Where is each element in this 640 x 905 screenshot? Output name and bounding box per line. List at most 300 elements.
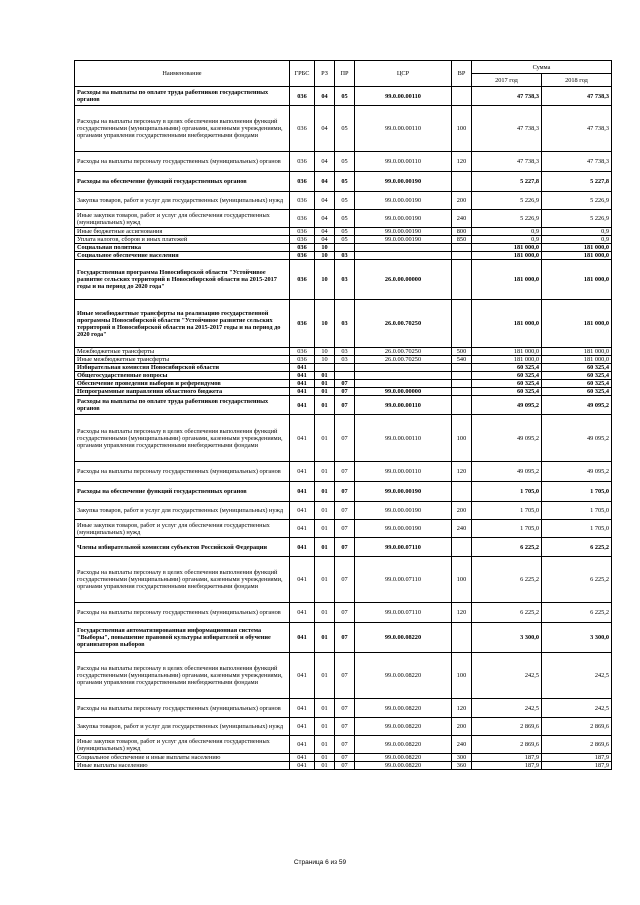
- table-row: [75, 557, 612, 603]
- cell-sum-2017: 1 705,0: [472, 482, 542, 502]
- table-row: [75, 603, 612, 623]
- cell-sum-2018: 181 000,0: [542, 244, 612, 252]
- cell-grbs: 041: [290, 718, 315, 736]
- cell-name: Расходы на выплаты персоналу государственных (муниципальных) органов: [75, 603, 290, 623]
- cell-sum-2017: 5 227,8: [472, 172, 542, 192]
- cell-pr: [335, 244, 355, 252]
- cell-sum-2017: 47 738,3: [472, 152, 542, 172]
- table-row: [75, 356, 612, 364]
- cell-sum-2018: 187,9: [542, 754, 612, 762]
- cell-rz: 01: [315, 538, 335, 557]
- cell-csr: 99.0.00.07110: [355, 603, 452, 623]
- cell-pr: 07: [335, 754, 355, 762]
- table-row: [75, 300, 612, 348]
- cell-sum-2017: 242,5: [472, 653, 542, 699]
- cell-grbs: 036: [290, 172, 315, 192]
- cell-vr: 120: [452, 699, 472, 718]
- cell-pr: 05: [335, 106, 355, 152]
- cell-rz: 01: [315, 754, 335, 762]
- header-year-2017: 2017 год: [472, 74, 542, 87]
- cell-name: Расходы на обеспечение функций государственных органов: [75, 172, 290, 192]
- table-row: [75, 538, 612, 557]
- cell-csr: 26.0.00.70250: [355, 348, 452, 356]
- cell-name: Расходы на обеспечение функций государственных органов: [75, 482, 290, 502]
- cell-csr: 26.0.00.00000: [355, 260, 452, 300]
- cell-grbs: 036: [290, 152, 315, 172]
- table-row: [75, 348, 612, 356]
- cell-sum-2018: 242,5: [542, 653, 612, 699]
- cell-grbs: 041: [290, 736, 315, 754]
- cell-pr: 05: [335, 236, 355, 244]
- table-row: [75, 736, 612, 754]
- cell-sum-2017: 0,9: [472, 236, 542, 244]
- cell-grbs: 036: [290, 260, 315, 300]
- cell-pr: 07: [335, 538, 355, 557]
- table-row: [75, 260, 612, 300]
- cell-sum-2018: 49 095,2: [542, 415, 612, 462]
- cell-rz: 04: [315, 152, 335, 172]
- table-row: [75, 754, 612, 762]
- cell-vr: 100: [452, 415, 472, 462]
- table-row: [75, 415, 612, 462]
- cell-name: Иные межбюджетные трансферты на реализацию государственной программы Новосибирской области "Устойчивое развитие сельских территорий в Новосибирской области на 2015-2017 годы и на период до 2020 года": [75, 300, 290, 348]
- table-row: [75, 396, 612, 415]
- cell-grbs: 041: [290, 538, 315, 557]
- cell-grbs: 041: [290, 754, 315, 762]
- table-row: [75, 462, 612, 482]
- cell-sum-2018: 0,9: [542, 236, 612, 244]
- cell-vr: 120: [452, 152, 472, 172]
- cell-vr: 360: [452, 762, 472, 770]
- cell-sum-2018: 181 000,0: [542, 348, 612, 356]
- header-csr: ЦСР: [355, 61, 452, 87]
- cell-vr: 200: [452, 192, 472, 210]
- cell-sum-2017: 6 225,2: [472, 557, 542, 603]
- header-rz: РЗ: [315, 61, 335, 87]
- cell-rz: 04: [315, 192, 335, 210]
- cell-sum-2018: 60 325,4: [542, 380, 612, 388]
- cell-grbs: 036: [290, 192, 315, 210]
- cell-grbs: 041: [290, 699, 315, 718]
- cell-rz: 01: [315, 736, 335, 754]
- cell-sum-2017: 3 300,0: [472, 623, 542, 653]
- cell-grbs: 036: [290, 106, 315, 152]
- cell-sum-2018: 5 226,9: [542, 192, 612, 210]
- cell-vr: 100: [452, 106, 472, 152]
- cell-name: Расходы на выплаты персоналу государственных (муниципальных) органов: [75, 152, 290, 172]
- cell-rz: 01: [315, 718, 335, 736]
- cell-pr: 07: [335, 718, 355, 736]
- cell-grbs: 041: [290, 388, 315, 396]
- cell-vr: 200: [452, 502, 472, 520]
- cell-vr: 120: [452, 603, 472, 623]
- cell-vr: [452, 172, 472, 192]
- cell-grbs: 036: [290, 356, 315, 364]
- cell-name: Избирательная комиссия Новосибирской области: [75, 364, 290, 372]
- header-pr: ПР: [335, 61, 355, 87]
- cell-grbs: 041: [290, 380, 315, 388]
- cell-pr: 05: [335, 152, 355, 172]
- cell-grbs: 041: [290, 415, 315, 462]
- cell-rz: 01: [315, 462, 335, 482]
- cell-vr: [452, 364, 472, 372]
- cell-grbs: 036: [290, 210, 315, 228]
- cell-csr: 99.0.00.00110: [355, 396, 452, 415]
- cell-name: Непрограммные направления областного бюджета: [75, 388, 290, 396]
- cell-pr: 07: [335, 699, 355, 718]
- cell-sum-2017: 181 000,0: [472, 300, 542, 348]
- cell-vr: 300: [452, 754, 472, 762]
- header-vr: ВР: [452, 61, 472, 87]
- cell-sum-2018: 1 705,0: [542, 482, 612, 502]
- cell-pr: 03: [335, 260, 355, 300]
- cell-pr: 07: [335, 623, 355, 653]
- cell-vr: [452, 244, 472, 252]
- cell-sum-2017: 242,5: [472, 699, 542, 718]
- cell-sum-2017: 1 705,0: [472, 520, 542, 538]
- cell-name: Закупка товаров, работ и услуг для государственных (муниципальных) нужд: [75, 192, 290, 210]
- cell-csr: 99.0.00.08220: [355, 762, 452, 770]
- cell-rz: 01: [315, 415, 335, 462]
- cell-sum-2017: 49 095,2: [472, 396, 542, 415]
- cell-csr: 99.0.00.00190: [355, 236, 452, 244]
- table-row: [75, 152, 612, 172]
- cell-sum-2018: 2 869,6: [542, 718, 612, 736]
- cell-sum-2018: 187,9: [542, 762, 612, 770]
- header-year-2018: 2018 год: [542, 74, 612, 87]
- table-row: [75, 236, 612, 244]
- cell-sum-2018: 181 000,0: [542, 300, 612, 348]
- cell-sum-2017: 181 000,0: [472, 244, 542, 252]
- cell-csr: 99.0.00.08220: [355, 736, 452, 754]
- cell-pr: 05: [335, 192, 355, 210]
- cell-rz: 04: [315, 210, 335, 228]
- cell-rz: [315, 364, 335, 372]
- cell-vr: 200: [452, 718, 472, 736]
- cell-name: Государственная программа Новосибирской области "Устойчивое развитие сельских территорий в Новосибирской области на 2015-2017 годы и на период до 2020 года": [75, 260, 290, 300]
- cell-csr: 99.0.00.08220: [355, 699, 452, 718]
- cell-csr: [355, 244, 452, 252]
- cell-sum-2018: 5 226,9: [542, 210, 612, 228]
- cell-pr: 07: [335, 462, 355, 482]
- cell-pr: 07: [335, 380, 355, 388]
- cell-vr: 500: [452, 348, 472, 356]
- cell-pr: 07: [335, 502, 355, 520]
- table-row: [75, 252, 612, 260]
- cell-name: Расходы на выплаты по оплате труда работников государственных органов: [75, 87, 290, 106]
- table-body: [75, 87, 612, 770]
- cell-sum-2017: 2 869,6: [472, 718, 542, 736]
- cell-sum-2017: 60 325,4: [472, 372, 542, 380]
- cell-grbs: 041: [290, 396, 315, 415]
- cell-grbs: 036: [290, 228, 315, 236]
- cell-sum-2017: 181 000,0: [472, 252, 542, 260]
- cell-rz: 01: [315, 372, 335, 380]
- cell-name: Государственная автоматизированная информационная система "Выборы", повышение правовой культуры избирателей и обучение организаторов выборов: [75, 623, 290, 653]
- cell-csr: 99.0.00.00190: [355, 172, 452, 192]
- cell-pr: 07: [335, 603, 355, 623]
- cell-csr: 99.0.00.00110: [355, 415, 452, 462]
- cell-rz: 10: [315, 260, 335, 300]
- cell-sum-2017: 49 095,2: [472, 462, 542, 482]
- cell-csr: 99.0.00.07110: [355, 557, 452, 603]
- cell-name: Иные выплаты населению: [75, 762, 290, 770]
- cell-sum-2018: 1 705,0: [542, 502, 612, 520]
- cell-pr: 07: [335, 520, 355, 538]
- cell-name: Социальное обеспечение населения: [75, 252, 290, 260]
- cell-name: Закупка товаров, работ и услуг для государственных (муниципальных) нужд: [75, 718, 290, 736]
- cell-sum-2018: 47 738,3: [542, 106, 612, 152]
- table-row: [75, 372, 612, 380]
- cell-grbs: 041: [290, 520, 315, 538]
- cell-grbs: 036: [290, 348, 315, 356]
- cell-vr: [452, 388, 472, 396]
- cell-rz: 10: [315, 300, 335, 348]
- cell-sum-2018: 5 227,8: [542, 172, 612, 192]
- cell-vr: 240: [452, 210, 472, 228]
- cell-sum-2018: 49 095,2: [542, 462, 612, 482]
- cell-sum-2017: 187,9: [472, 754, 542, 762]
- cell-pr: 07: [335, 762, 355, 770]
- cell-vr: 100: [452, 557, 472, 603]
- cell-sum-2018: 3 300,0: [542, 623, 612, 653]
- cell-name: Расходы на выплаты персоналу в целях обеспечения выполнения функций государственными (муниципальными) органами, казенными учреждениями, органами управления государственными внебюджетными фондами: [75, 557, 290, 603]
- cell-grbs: 041: [290, 502, 315, 520]
- cell-sum-2017: 187,9: [472, 762, 542, 770]
- cell-rz: 01: [315, 762, 335, 770]
- table-row: [75, 87, 612, 106]
- cell-grbs: 036: [290, 244, 315, 252]
- cell-vr: [452, 396, 472, 415]
- cell-name: Члены избирательной комиссии субъектов Российской Федерации: [75, 538, 290, 557]
- table-row: [75, 172, 612, 192]
- cell-rz: 10: [315, 348, 335, 356]
- cell-csr: 99.0.00.00190: [355, 502, 452, 520]
- cell-vr: [452, 300, 472, 348]
- cell-rz: 04: [315, 106, 335, 152]
- cell-pr: 05: [335, 228, 355, 236]
- cell-sum-2018: 6 225,2: [542, 557, 612, 603]
- cell-vr: [452, 538, 472, 557]
- cell-pr: 07: [335, 482, 355, 502]
- cell-csr: 99.0.00.00110: [355, 106, 452, 152]
- cell-pr: 03: [335, 252, 355, 260]
- cell-rz: 01: [315, 482, 335, 502]
- cell-sum-2017: 181 000,0: [472, 356, 542, 364]
- cell-sum-2018: 60 325,4: [542, 388, 612, 396]
- cell-sum-2017: 60 325,4: [472, 364, 542, 372]
- cell-pr: 05: [335, 172, 355, 192]
- table-row: [75, 653, 612, 699]
- table-header: [75, 61, 612, 87]
- cell-vr: [452, 482, 472, 502]
- cell-pr: [335, 364, 355, 372]
- cell-csr: 26.0.00.70250: [355, 356, 452, 364]
- cell-name: Иные закупки товаров, работ и услуг для обеспечения государственных (муниципальных) нужд: [75, 736, 290, 754]
- cell-sum-2018: 181 000,0: [542, 356, 612, 364]
- cell-vr: 120: [452, 462, 472, 482]
- cell-vr: 240: [452, 520, 472, 538]
- cell-grbs: 041: [290, 623, 315, 653]
- cell-rz: 04: [315, 228, 335, 236]
- cell-grbs: 041: [290, 364, 315, 372]
- cell-sum-2017: 1 705,0: [472, 502, 542, 520]
- cell-grbs: 036: [290, 236, 315, 244]
- cell-rz: 10: [315, 252, 335, 260]
- cell-sum-2017: 47 738,3: [472, 87, 542, 106]
- cell-csr: 99.0.00.00110: [355, 152, 452, 172]
- cell-rz: 10: [315, 356, 335, 364]
- cell-pr: 07: [335, 736, 355, 754]
- header-sum: Сумма: [472, 61, 612, 74]
- cell-rz: 01: [315, 520, 335, 538]
- cell-sum-2017: 5 226,9: [472, 210, 542, 228]
- table-row: [75, 762, 612, 770]
- cell-vr: [452, 372, 472, 380]
- cell-sum-2018: 1 705,0: [542, 520, 612, 538]
- cell-sum-2017: 6 225,2: [472, 538, 542, 557]
- cell-sum-2017: 6 225,2: [472, 603, 542, 623]
- cell-vr: [452, 380, 472, 388]
- table-row: [75, 482, 612, 502]
- cell-grbs: 041: [290, 653, 315, 699]
- cell-pr: 07: [335, 557, 355, 603]
- cell-rz: 01: [315, 603, 335, 623]
- cell-name: Иные бюджетные ассигнования: [75, 228, 290, 236]
- cell-sum-2017: 2 869,6: [472, 736, 542, 754]
- budget-table: [74, 60, 612, 770]
- cell-sum-2017: 181 000,0: [472, 260, 542, 300]
- cell-rz: 01: [315, 388, 335, 396]
- cell-csr: 99.0.00.08220: [355, 653, 452, 699]
- table-row: [75, 718, 612, 736]
- table-row: [75, 192, 612, 210]
- cell-sum-2017: 60 325,4: [472, 380, 542, 388]
- table-row: [75, 210, 612, 228]
- cell-csr: 99.0.00.00110: [355, 87, 452, 106]
- cell-grbs: 041: [290, 462, 315, 482]
- cell-sum-2018: 60 325,4: [542, 372, 612, 380]
- cell-sum-2017: 181 000,0: [472, 348, 542, 356]
- header-grbs: ГРБС: [290, 61, 315, 87]
- cell-pr: 03: [335, 356, 355, 364]
- cell-sum-2018: 47 738,3: [542, 152, 612, 172]
- cell-sum-2018: 60 325,4: [542, 364, 612, 372]
- cell-vr: 240: [452, 736, 472, 754]
- cell-csr: 99.0.00.08220: [355, 718, 452, 736]
- cell-csr: 99.0.00.00190: [355, 482, 452, 502]
- cell-pr: [335, 372, 355, 380]
- cell-pr: 03: [335, 348, 355, 356]
- cell-pr: 03: [335, 300, 355, 348]
- cell-pr: 07: [335, 653, 355, 699]
- cell-sum-2017: 47 738,3: [472, 106, 542, 152]
- cell-vr: 850: [452, 236, 472, 244]
- cell-rz: 01: [315, 699, 335, 718]
- cell-sum-2018: 242,5: [542, 699, 612, 718]
- cell-grbs: 041: [290, 557, 315, 603]
- cell-name: Иные закупки товаров, работ и услуг для обеспечения государственных (муниципальных) нужд: [75, 520, 290, 538]
- cell-grbs: 036: [290, 300, 315, 348]
- cell-csr: 99.0.00.08220: [355, 623, 452, 653]
- cell-rz: 01: [315, 380, 335, 388]
- cell-name: Расходы на выплаты персоналу государственных (муниципальных) органов: [75, 699, 290, 718]
- cell-pr: 07: [335, 388, 355, 396]
- table-row: [75, 502, 612, 520]
- cell-rz: 04: [315, 87, 335, 106]
- cell-sum-2018: 47 738,3: [542, 87, 612, 106]
- table-row: [75, 388, 612, 396]
- cell-grbs: 036: [290, 87, 315, 106]
- table-row: [75, 520, 612, 538]
- cell-grbs: 041: [290, 372, 315, 380]
- cell-sum-2018: 2 869,6: [542, 736, 612, 754]
- cell-csr: 99.0.00.00000: [355, 388, 452, 396]
- cell-sum-2018: 181 000,0: [542, 252, 612, 260]
- cell-pr: 05: [335, 87, 355, 106]
- cell-name: Общегосударственные вопросы: [75, 372, 290, 380]
- cell-rz: 01: [315, 653, 335, 699]
- cell-name: Расходы на выплаты по оплате труда работников государственных органов: [75, 396, 290, 415]
- cell-csr: 99.0.00.00110: [355, 462, 452, 482]
- cell-rz: 01: [315, 396, 335, 415]
- cell-sum-2018: 49 095,2: [542, 396, 612, 415]
- cell-pr: 05: [335, 210, 355, 228]
- cell-grbs: 041: [290, 482, 315, 502]
- cell-vr: [452, 623, 472, 653]
- table-row: [75, 364, 612, 372]
- cell-name: Закупка товаров, работ и услуг для государственных (муниципальных) нужд: [75, 502, 290, 520]
- cell-grbs: 041: [290, 762, 315, 770]
- cell-csr: [355, 380, 452, 388]
- cell-csr: 99.0.00.08220: [355, 754, 452, 762]
- cell-csr: 99.0.00.07110: [355, 538, 452, 557]
- cell-sum-2017: 5 226,9: [472, 192, 542, 210]
- cell-grbs: 036: [290, 252, 315, 260]
- cell-vr: [452, 260, 472, 300]
- table-row: [75, 228, 612, 236]
- cell-rz: 01: [315, 557, 335, 603]
- cell-rz: 04: [315, 236, 335, 244]
- cell-csr: [355, 252, 452, 260]
- cell-name: Расходы на выплаты персоналу в целях обеспечения выполнения функций государственными (муниципальными) органами, казенными учреждениями, органами управления государственными внебюджетными фондами: [75, 106, 290, 152]
- cell-name: Иные закупки товаров, работ и услуг для обеспечения государственных (муниципальных) нужд: [75, 210, 290, 228]
- cell-rz: 04: [315, 172, 335, 192]
- cell-name: Расходы на выплаты персоналу государственных (муниципальных) органов: [75, 462, 290, 482]
- cell-name: Расходы на выплаты персоналу в целях обеспечения выполнения функций государственными (муниципальными) органами, казенными учреждениями, органами управления государственными внебюджетными фондами: [75, 415, 290, 462]
- cell-sum-2017: 60 325,4: [472, 388, 542, 396]
- cell-name: Межбюджетные трансферты: [75, 348, 290, 356]
- table-row: [75, 623, 612, 653]
- cell-vr: 540: [452, 356, 472, 364]
- cell-rz: 10: [315, 244, 335, 252]
- cell-csr: [355, 372, 452, 380]
- cell-vr: 800: [452, 228, 472, 236]
- cell-sum-2017: 49 095,2: [472, 415, 542, 462]
- cell-name: Обеспечение проведения выборов и референдумов: [75, 380, 290, 388]
- header-name: Наименование: [75, 61, 290, 87]
- cell-csr: [355, 364, 452, 372]
- table-row: [75, 380, 612, 388]
- cell-csr: 99.0.00.00190: [355, 192, 452, 210]
- cell-name: Социальное обеспечение и иные выплаты населению: [75, 754, 290, 762]
- cell-name: Расходы на выплаты персоналу в целях обеспечения выполнения функций государственными (муниципальными) органами, казенными учреждениями, органами управления государственными внебюджетными фондами: [75, 653, 290, 699]
- cell-csr: 99.0.00.00190: [355, 228, 452, 236]
- cell-vr: [452, 252, 472, 260]
- cell-name: Уплата налогов, сборов и иных платежей: [75, 236, 290, 244]
- cell-csr: 26.0.00.70250: [355, 300, 452, 348]
- cell-pr: 07: [335, 415, 355, 462]
